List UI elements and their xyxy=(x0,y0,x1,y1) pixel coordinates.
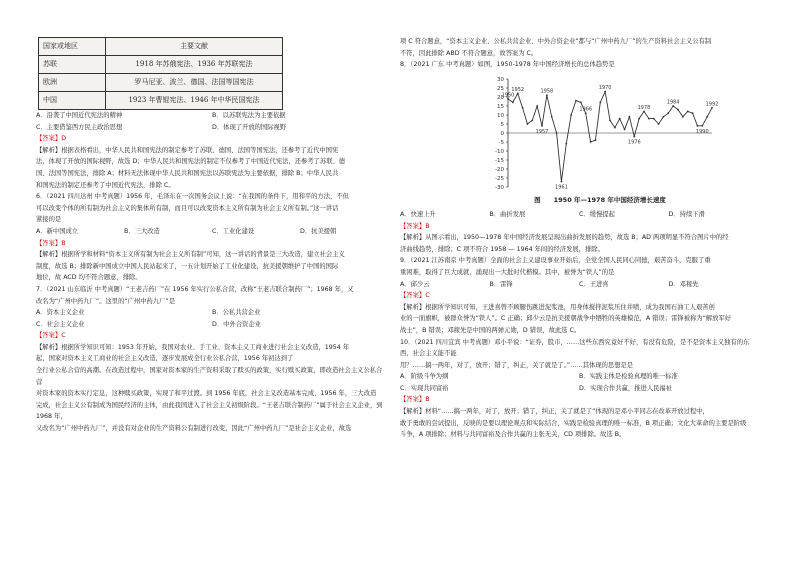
q7-option-c: C．社会主义企业 xyxy=(36,320,85,328)
q9-answer: 【答案】C xyxy=(400,292,430,300)
q5-options xyxy=(36,122,388,134)
q9-option-d: D．邓稼先 xyxy=(668,280,699,288)
q7-option-b: B．公私共营企业 xyxy=(212,309,261,317)
growth-point xyxy=(614,126,616,128)
q7-analysis-line: 【解析】根据所学知识可知：1953 年开始，我国对农业、手工业、资本主义工商业进行社会主义改造，1954 年 xyxy=(36,343,350,351)
q9-stem-line: 重困难，取得了巨大成就，涌现出一大批时代楷模。其中，被誉为“铁人”的是 xyxy=(400,268,615,276)
growth-point xyxy=(619,117,621,119)
left-column xyxy=(36,0,388,561)
growth-point xyxy=(599,101,601,103)
growth-point xyxy=(648,117,650,119)
q5-options xyxy=(36,110,388,122)
q6-answer: 【答案】B xyxy=(36,239,66,247)
q5-option-c: C．主要借鉴西方民主政治思想 xyxy=(36,123,123,131)
point-year-label: 1978 xyxy=(637,104,651,111)
table-cell: 1918 年苏俄宪法、1936 年苏联宪法 xyxy=(106,56,283,74)
point-year-label: 1958 xyxy=(540,88,554,95)
q7-cont-line: 不符，因此排除 ABD 不符合题意，故答案为 C。 xyxy=(400,49,538,57)
q6-stem-line: 6．（2021 四川达州 中考真题）1956 年，毛泽东在一次国务会议上说：“在我国的条件下，用和平的方法，不但 xyxy=(36,193,349,201)
q8-option-c: C．缓慢提起 xyxy=(579,210,615,218)
growth-point xyxy=(531,119,533,121)
q8-option-d: D．持续下滑 xyxy=(668,210,705,218)
q10-options xyxy=(400,383,758,395)
q10-analysis-line: 【解析】材料“……搞一两年，对了，放开；错了，纠正，关了就是了”体现的是邓小平同志在改革开放过程中， xyxy=(400,408,709,416)
point-year-label: 1990 xyxy=(695,128,709,135)
q8-options xyxy=(400,209,758,221)
q6-option-c: C．工业化建设 xyxy=(212,227,255,235)
growth-point xyxy=(667,112,669,114)
y-tick-label: 25 xyxy=(497,85,504,92)
q10-analysis-line: 敢于勇敢的尝试提出，反映的是要以理论观点和实际结合，实践是检验真理的唯一标准，B 项正确；文化大革命的主要是阶级 xyxy=(400,419,747,427)
q10-option-a: A．阶级斗争为纲 xyxy=(400,373,449,381)
growth-point xyxy=(595,139,597,141)
growth-point xyxy=(638,117,640,119)
q6-option-a: A．新中国成立 xyxy=(36,227,79,235)
growth-chart-svg xyxy=(480,73,720,193)
q9-option-c: C．王进喜 xyxy=(579,280,609,288)
right-column xyxy=(400,36,758,561)
table-header-cell: 国家或地区 xyxy=(39,38,106,56)
q9-option-a: A．邱少云 xyxy=(400,280,430,288)
growth-point xyxy=(706,116,708,118)
point-year-label: 1957 xyxy=(535,128,549,135)
q6-stem-line: 紧接的是 xyxy=(36,216,62,224)
growth-point xyxy=(565,143,567,145)
growth-point xyxy=(677,108,679,110)
growth-series-line xyxy=(508,91,712,181)
q10-option-b: B．实践主体是检验真理的唯一标准 xyxy=(579,373,678,381)
growth-point xyxy=(697,125,699,127)
growth-point xyxy=(624,128,626,130)
q7-analysis-line: 对资本家的资本实行定息，这种赎买政策，实现了和平过渡。到 1956 年底，社会主义改造基本完成，1956 年，三大改造 xyxy=(36,390,377,398)
growth-point xyxy=(692,112,694,114)
q9-analysis-line: 战士”，B 错误；邓稼先是中国的两弹元勋，D 错误，故此选 C。 xyxy=(400,326,581,334)
q6-analysis-line: 【解析】根据所学和材料“资本主义所有制为社会主义所有制”可知，这一讲话的背景是三大改造，建立社会主义 xyxy=(36,251,345,259)
q5-option-d: D．体现了开放的国际视野 xyxy=(212,123,287,131)
q10-options xyxy=(400,371,758,383)
growth-point xyxy=(701,125,703,127)
q8-analysis-line: 济曲线趋势，排除；C 项不符合 1958 — 1964 年间的经济发展，排除。 xyxy=(400,245,604,253)
q7-analysis-line: 又改名为“广州中药九厂”，并没有对企业的生产资料公有制进行改变，因此“广州中药九厂”是社会主义企业，故选 xyxy=(36,425,352,433)
growth-point xyxy=(580,101,582,103)
growth-point xyxy=(629,116,631,118)
point-year-label: 1952 xyxy=(511,86,525,93)
table-cell: 罗马尼亚、波兰、德国、法国等国宪法 xyxy=(106,74,283,92)
q5-answer: 【答案】D xyxy=(36,135,67,143)
q6-options xyxy=(36,226,388,238)
y-tick-label: 30 xyxy=(497,76,504,83)
q10-answer: 【答案】B xyxy=(400,396,430,404)
growth-chart xyxy=(480,73,720,207)
q8-stem: 8．（2021 广东 中考真题）如图，1950-1978 年中国经济增长的总体趋势是 xyxy=(400,61,615,69)
q9-analysis-line: 【解析】根据所学知识可知，王进喜曾不顾腿伤跳进泥浆池，用身体搅拌泥浆压住井喷，成为我国石油工人艰苦创 xyxy=(400,303,715,311)
growth-point xyxy=(687,110,689,112)
growth-point xyxy=(570,114,572,116)
growth-point xyxy=(551,116,553,118)
y-tick-label: -15 xyxy=(495,157,504,164)
y-tick-label: 10 xyxy=(497,112,504,119)
growth-point xyxy=(575,99,577,101)
q10-stem-line: 用？……搞一两年，对了，放开；错了，纠正，关了就是了。”……其体现的思想是是 xyxy=(400,361,634,369)
q6-option-d: D．抗美援朝 xyxy=(300,227,337,235)
q6-analysis-line: 地位，故 ACD 均不符合题意，排除。 xyxy=(36,274,142,282)
table-header-cell: 主要文献 xyxy=(106,38,283,56)
growth-point xyxy=(527,123,529,125)
q9-option-b: B．雷锋 xyxy=(489,280,513,288)
q10-analysis-line: 斗争，A 项排除；材料与共同富裕及合作共赢的主张无关，CD 项排除。故选 B。 xyxy=(400,431,626,439)
q7-answer: 【答案】C xyxy=(36,332,66,340)
chart-caption: 图 1950 年—1978 年中国经济增长速度 xyxy=(534,196,666,205)
point-year-label: 1950 xyxy=(501,92,515,99)
q8-analysis-line: 【解析】从图示看出，1950—1978 年中国经济发展呈现出曲折发展的趋势，故选 B；AD 两项明显不符合图片中的经 xyxy=(400,234,729,242)
table-header-row xyxy=(39,38,283,56)
growth-point xyxy=(522,107,524,109)
growth-point xyxy=(663,116,665,118)
table-cell: 中国 xyxy=(39,92,106,110)
growth-point xyxy=(609,119,611,121)
growth-point xyxy=(653,117,655,119)
q8-option-a: A．快速上升 xyxy=(400,210,436,218)
table-cell: 1923 年曹锟宪法、1946 年中华民国宪法 xyxy=(106,92,283,110)
q9-analysis-line: 业的一面旗帜，被群众誉为“铁人”。C 正确；邱少云是抗美援朝战争中牺牲的英雄模范，A 错误；雷锋被称为“解放军好 xyxy=(400,315,732,323)
growth-point xyxy=(512,101,514,103)
q7-options xyxy=(36,307,388,319)
growth-point xyxy=(682,116,684,118)
q9-stem-line: 9．（2021 江苏南京 中考真题）全面的社会主义建设事业开始后，全党全国人民同心同德，艰苦奋斗，克服了重 xyxy=(400,257,711,265)
y-tick-label: 5 xyxy=(500,121,504,128)
q5-analysis-line: 和国宪法的制定还参考了中国近代宪法，排除 C。 xyxy=(36,181,175,189)
q10-option-d: D．实现合作共赢，推进人民福祉 xyxy=(579,384,673,392)
q10-stem-line: 10．（2021 四川宜宾 中考真题）邓小平说：“证券，股市，……这些东西究竟好不好，有没有危险，是不是资本主义独有的东西，社会主义能不能 xyxy=(400,338,750,358)
table-row xyxy=(39,56,283,74)
q7-analysis-line xyxy=(36,353,388,365)
growth-point xyxy=(658,123,660,125)
point-year-label: 1966 xyxy=(579,106,593,113)
y-tick-label: 20 xyxy=(497,94,504,101)
q7-option-a: A．资本主义企业 xyxy=(36,309,85,317)
growth-point xyxy=(536,105,538,107)
q5-analysis-line: 法，体现了开放的国际视野，故选 D；中华人民共和国宪法的制定不仅参考了中国近代宪法，还参考了苏联、德 xyxy=(36,158,346,166)
y-tick-label: 15 xyxy=(497,103,504,110)
q7-option-d: D．中外合资企业 xyxy=(212,320,261,328)
growth-point xyxy=(590,141,592,143)
q10-option-c: C．实现共同富裕 xyxy=(400,384,449,392)
q6-analysis-line: 制度，故选 B；排除新中国成立中国人民站起来了，一五计划开始了工业化建设，抗美援朝维护了中国的国际 xyxy=(36,262,339,270)
q5-option-a: A．沿袭了中国近代宪法的精神 xyxy=(36,112,123,119)
growth-point xyxy=(556,132,558,134)
y-tick-label: -20 xyxy=(495,166,504,173)
q6-option-b: B．三大改造 xyxy=(124,227,160,235)
table-row xyxy=(39,92,283,110)
point-year-label: 1992 xyxy=(705,101,719,108)
q7-cont-line: 项 C 符合题意，“资本主义企业、公私共营企业、中外合资企业”都与“广州中药九厂”的生产资料社会主义公有制 xyxy=(400,38,712,45)
point-year-label: 1976 xyxy=(627,139,641,146)
q7-analysis-line: 全行业公私合营的高潮。在改造过程中，国家对资本家的生产资料采取了赎买的政策，实行赎买政策，即改造社会主义公私合营 xyxy=(36,367,383,386)
q8-option-b: B．曲折发展 xyxy=(489,210,526,218)
table-row xyxy=(39,74,283,92)
q9-options xyxy=(400,279,758,291)
q7-stem-line: 改名为“广州中药九厂”。这里的“广州中药九厂”是 xyxy=(36,297,175,305)
q8-answer: 【答案】B xyxy=(400,222,430,230)
growth-point xyxy=(541,125,543,127)
q6-stem-line: 可以改变个体的所有制为社会主义的集体所有制，而且可以改变资本主义所有制为社会主义所有制。”这一讲话 xyxy=(36,204,339,212)
y-tick-label: -5 xyxy=(498,139,504,146)
table-cell: 欧洲 xyxy=(39,74,106,92)
q5-option-b: B．以苏联宪法为主要依据 xyxy=(212,112,286,119)
constitution-table xyxy=(38,37,283,110)
q5-analysis-line: 【解析】根据表格看出，中华人民共和国宪法的制定参考了苏联、德国、法国等国宪法，还参考了近代中国宪 xyxy=(36,146,339,154)
q7-analysis-line: 完成，社会主义公有制成为国民经济的主体，由此我国进入了社会主义初级阶段。“王老吉联合制药厂”属于社会主义企业，到 1968 年， xyxy=(36,401,383,421)
q7-analysis-text: 起，国家对资本主义工商业的社会主义改造，逐步发展成全行业公私合营，1956 年初达到了 xyxy=(36,355,294,363)
y-tick-label: -25 xyxy=(495,175,504,182)
y-tick-label: 0 xyxy=(500,130,504,137)
point-year-label: 1984 xyxy=(666,99,680,106)
q7-options xyxy=(36,319,388,331)
growth-point xyxy=(633,135,635,137)
y-tick-label: -30 xyxy=(495,184,504,191)
point-year-label: 1970 xyxy=(598,84,612,91)
y-tick-label: -10 xyxy=(495,148,504,155)
table-cell: 苏联 xyxy=(39,56,106,74)
q5-analysis-line: 国、法国等国宪法，排除 A；材料无法体现中华人民共和国宪法以苏联宪法为主要依据，排除 B；中华人民共 xyxy=(36,169,339,177)
point-year-label: 1961 xyxy=(555,184,568,191)
growth-point xyxy=(561,180,563,182)
q7-stem-line: 7．（2021 山东临沂 中考真题）“王老吉药厂”在 1956 年实行公私合营，改称“王老吉联合制药厂”；1968 年，又 xyxy=(36,285,354,293)
